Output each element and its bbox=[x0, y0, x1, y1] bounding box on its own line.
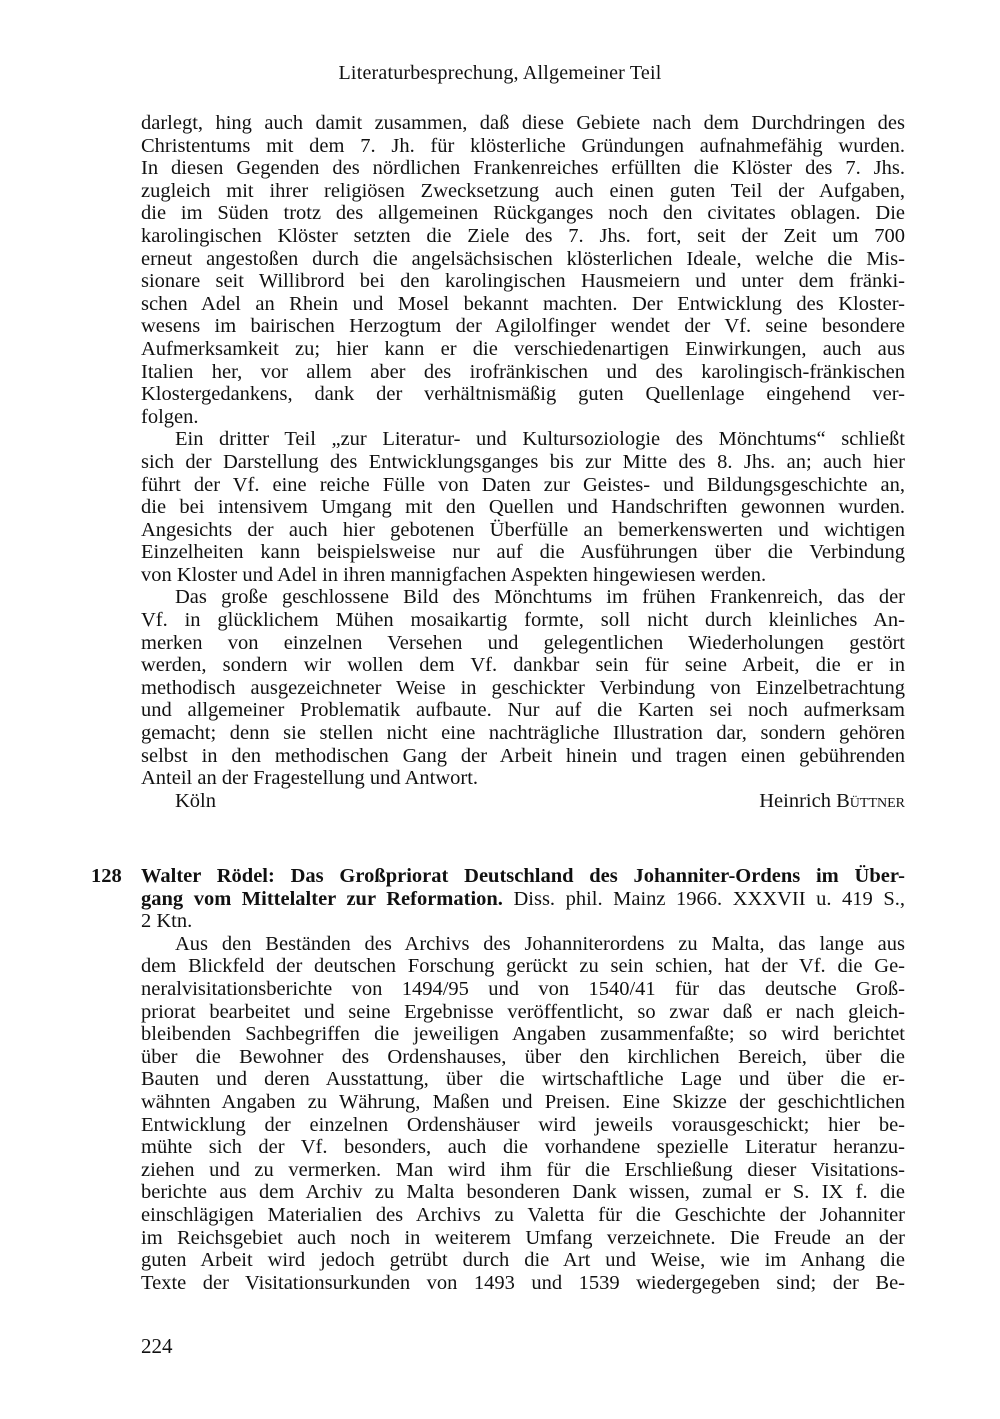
text-line: über die Bewohner des Ordenshauses, über den kirchlichen Bereich, über die bbox=[141, 1045, 905, 1068]
text-line: die im Süden trotz des allgemeinen Rückganges noch den civitates oblagen. Die bbox=[141, 202, 905, 225]
text-line: folgen. bbox=[141, 405, 199, 428]
entry-paragraph bbox=[141, 933, 905, 1295]
entry-body bbox=[141, 865, 905, 1294]
page-number: 224 bbox=[141, 1334, 173, 1358]
text-line: schen Adel an Rhein und Mosel bekannt machten. Der Entwicklung des Kloster- bbox=[141, 292, 905, 315]
review-continuation bbox=[141, 112, 905, 812]
heading-line: 2 Ktn. bbox=[141, 910, 193, 933]
text-line: mühte sich der Vf. besonders, auch die vorhandene spezielle Literatur heranzu- bbox=[141, 1136, 905, 1159]
text-line: wähnten Angaben zu Währung, Maßen und Preisen. Eine Skizze der geschichtlichen bbox=[141, 1090, 905, 1113]
text-line: werden, sondern wir wollen dem Vf. dankbar sein für seine Arbeit, die er in bbox=[141, 654, 905, 677]
text-line: merken von einzelnen Versehen und gelegentlichen Wiederholungen gestört bbox=[141, 631, 905, 654]
text-line: Aus den Beständen des Archivs des Johanniterordens zu Malta, das lange aus bbox=[175, 932, 905, 955]
heading-line: Walter Rödel: Das Großpriorat Deutschland des Johanniter-Ordens im Über- bbox=[141, 865, 905, 887]
text-line: einschlägigen Materialien des Archivs zu Valetta für die Geschichte der Johanniter bbox=[141, 1203, 905, 1226]
text-line: und allgemeiner Problematik aufbaute. Nur auf die Karten sei noch aufmerksam bbox=[141, 699, 905, 722]
text-line: Texte der Visitationsurkunden von 1493 und 1539 wiedergegeben sind; der Be- bbox=[141, 1271, 905, 1294]
text-line: erneut angestoßen durch die angelsächsischen klösterlichen Ideale, welche die Mis- bbox=[141, 247, 905, 270]
reviewer-surname: Büttner bbox=[836, 789, 905, 812]
paragraph-1 bbox=[141, 112, 905, 428]
text-line: priorat bearbeitet und seine Ergebnisse veröffentlicht, so zwar daß er nach gleich- bbox=[141, 1000, 905, 1023]
paragraph-3 bbox=[141, 586, 905, 789]
text-line: Aufmerksamkeit zu; hier kann er die verschiedenartigen Einwirkungen, auch aus bbox=[141, 337, 905, 360]
text-line: Anteil an der Fragestellung und Antwort. bbox=[141, 767, 479, 790]
text-line: die bei intensivem Umgang mit den Quellen und Handschriften gewonnen wurden. bbox=[141, 496, 905, 519]
reviewer-name bbox=[759, 790, 905, 813]
heading-line bbox=[141, 888, 905, 911]
heading-publication: Diss. phil. Mainz 1966. XXXVII u. 419 S., bbox=[502, 887, 905, 910]
text-line: neralvisitationsberichte von 1494/95 und von 1540/41 für das deutsche Groß- bbox=[141, 977, 905, 1000]
text-line: Das große geschlossene Bild des Mönchtums im frühen Frankenreich, das der bbox=[175, 586, 905, 609]
reviewer-given-name: Heinrich bbox=[759, 789, 831, 812]
text-line: karolingischen Klöster setzten die Ziele des 7. Jhs. fort, seit der Zeit um 700 bbox=[141, 224, 905, 247]
text-line: guten Arbeit wird jedoch getrübt durch die Art und Weise, wie im Anhang die bbox=[141, 1249, 905, 1272]
text-line: führt der Vf. eine reiche Fülle von Daten zur Geistes- und Bildungsgeschichte an, bbox=[141, 473, 905, 496]
text-line: Angesichts der auch hier gebotenen Überfülle an bemerkenswerten und wichtigen bbox=[141, 518, 905, 541]
text-line: von Kloster und Adel in ihren mannigfachen Aspekten hingewiesen werden. bbox=[141, 563, 767, 586]
text-line: wesens im bairischen Herzogtum der Agilolfinger wendet der Vf. seine besondere bbox=[141, 315, 905, 338]
text-line: Einzelheiten kann beispielsweise nur auf die Ausführungen über die Verbindung bbox=[141, 541, 905, 564]
entry-heading bbox=[141, 865, 905, 933]
text-line: gemacht; denn sie stellen nicht eine nachträgliche Illustration dar, sondern gehören bbox=[141, 722, 905, 745]
running-head: Literaturbesprechung, Allgemeiner Teil bbox=[338, 62, 662, 84]
heading-title-end: gang vom Mittelalter zur Reformation. bbox=[141, 887, 503, 910]
entry-number: 128 bbox=[91, 865, 122, 887]
text-line: Christentums mit dem 7. Jh. für klösterliche Gründungen aufnahmefähig wurden. bbox=[141, 134, 905, 157]
text-line: sionare seit Willibrord bei den karolingischen Hausmeiern und unter dem fränki- bbox=[141, 270, 905, 293]
review-signature bbox=[141, 790, 905, 813]
text-line: selbst in den methodischen Gang der Arbeit hinein und tragen einen gebührenden bbox=[141, 744, 905, 767]
place: Köln bbox=[175, 789, 216, 812]
text-line: ziehen und zu vermerken. Man wird ihm für die Erschließung dieser Visitations- bbox=[141, 1158, 905, 1181]
text-line: darlegt, hing auch damit zusammen, daß diese Gebiete nach dem Durchdringen des bbox=[141, 112, 905, 134]
text-line: bleibenden Sachbegriffen die jeweiligen Angaben zusammenfaßte; so wird berichtet bbox=[141, 1023, 905, 1046]
text-line: sich der Darstellung des Entwicklungsganges bis zur Mitte des 8. Jhs. an; auch hier bbox=[141, 450, 905, 473]
text-line: Bauten und deren Ausstattung, über die wirtschaftliche Lage und über die er- bbox=[141, 1068, 905, 1091]
text-line: Ein dritter Teil „zur Literatur- und Kultursoziologie des Mönchtums“ schließt bbox=[175, 428, 905, 451]
text-line: In diesen Gegenden des nördlichen Frankenreiches erfüllten die Klöster des 7. Jhs. bbox=[141, 157, 905, 180]
text-line: im Reichsgebiet auch noch in weiterem Umfang verzeichnete. Die Freude an der bbox=[141, 1226, 905, 1249]
text-line: Italien her, vor allem aber des irofränkischen und des karolingisch-fränkischen bbox=[141, 360, 905, 383]
text-line: methodisch ausgezeichneter Weise in geschickter Verbindung von Einzelbetrachtung bbox=[141, 676, 905, 699]
text-line: dem Blickfeld der deutschen Forschung gerückt zu sein schien, hat der Vf. die Ge- bbox=[141, 955, 905, 978]
text-line: Entwicklung der einzelnen Ordenshäuser wird jeweils vorausgeschickt; hier be- bbox=[141, 1113, 905, 1136]
text-line: Vf. in glücklichem Mühen mosaikartig formte, soll nicht durch kleinliches An- bbox=[141, 609, 905, 632]
text-line: berichte aus dem Archiv zu Malta besonderen Dank wissen, zumal er S. IX f. die bbox=[141, 1181, 905, 1204]
text-line: Klostergedankens, dank der verhältnismäßig guten Quellenlage eingehend ver- bbox=[141, 383, 905, 406]
text-line: zugleich mit ihrer religiösen Zwecksetzung auch einen guten Teil der Aufgaben, bbox=[141, 179, 905, 202]
paragraph-2 bbox=[141, 428, 905, 586]
